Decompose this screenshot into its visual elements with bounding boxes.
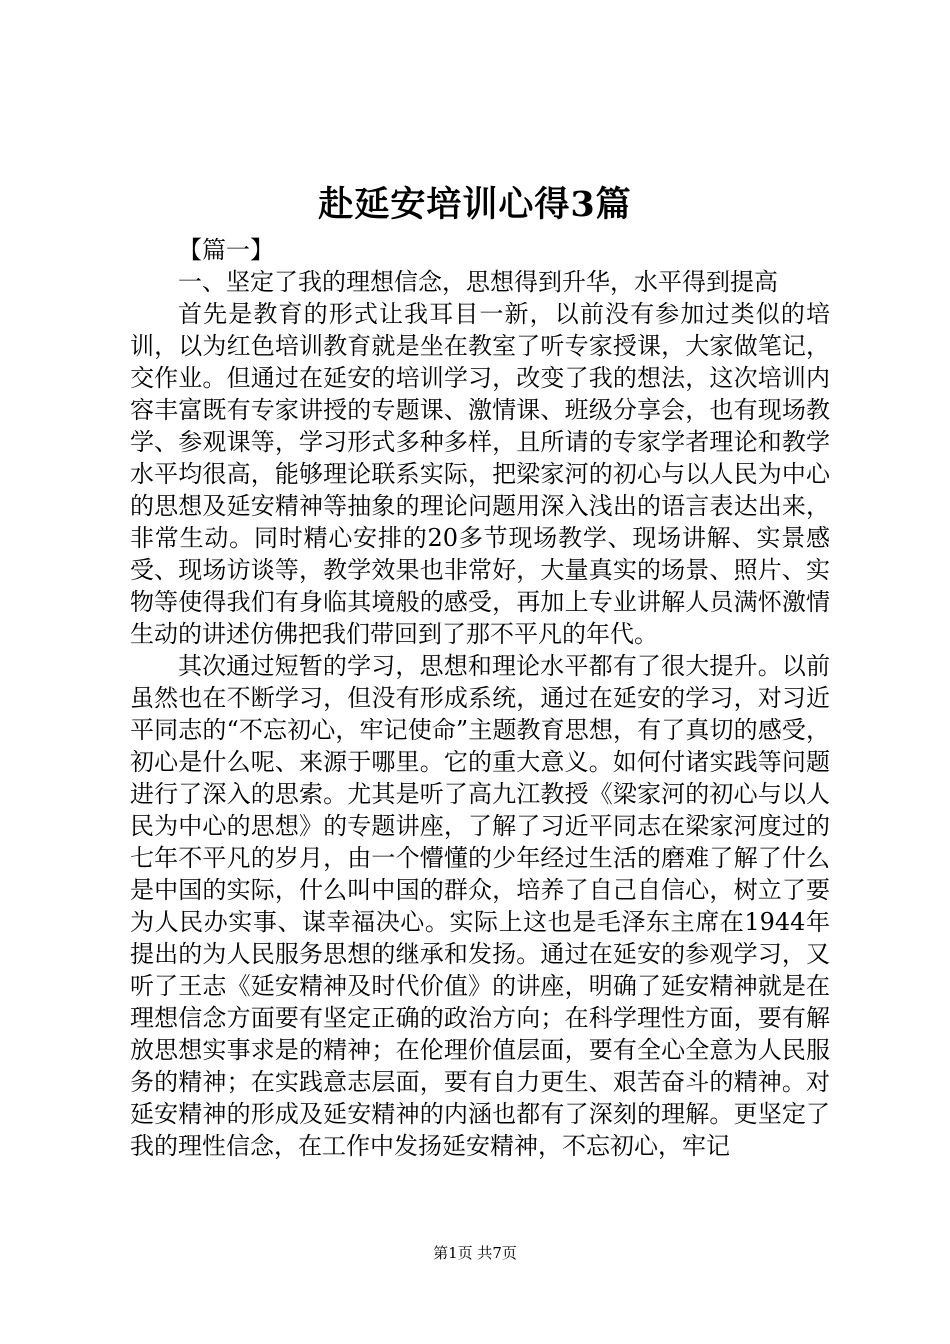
document-body [130, 234, 830, 1162]
page-footer: 第1页 共7页 [433, 1244, 517, 1262]
document-title: 赴延安培训心得3篇 [318, 184, 632, 225]
paragraph: 首先是教育的形式让我耳目一新，以前没有参加过类似的培训，以为红色培训教育就是坐在教室了听专家授课，大家做笔记，交作业。但通过在延安的培训学习，改变了我的想法，这次培训内容丰富既有专家讲授的专题课、激情课、班级分享会，也有现场教学、参观课等，学习形式多种多样，且所请的专家学者理论和教学水平均很高，能够理论联系实际，把梁家河的初心与以人民为中心的思想及延安精神等抽象的理论问题用深入浅出的语言表达出来，非常生动。同时精心安排的20多节现场教学、现场讲解、实景感受、现场访谈等，教学效果也非常好，大量真实的场景、照片、实物等使得我们有身临其境般的感受，再加上专业讲解人员满怀激情生动的讲述仿佛把我们带回到了那不平凡的年代。 [130, 300, 830, 648]
section-heading: 一、坚定了我的理想信念，思想得到升华，水平得到提高 [178, 268, 778, 296]
paragraph: 其次通过短暂的学习，思想和理论水平都有了很大提升。以前虽然也在不断学习，但没有形成系统，通过在延安的学习，对习近平同志的“不忘初心，牢记使命”主题教育思想，有了真切的感受，初心是什么呢、来源于哪里。它的重大意义。如何付诸实践等问题进行了深入的思索。尤其是听了高九江教授《梁家河的初心与以人民为中心的思想》的专题讲座，了解了习近平同志在梁家河度过的七年不平凡的岁月，由一个懵懂的少年经过生活的磨难了解了什么是中国的实际，什么叫中国的群众，培养了自己自信心，树立了要为人民办实事、谋幸福决心。实际上这也是毛泽东主席在1944年提出的为人民服务思想的继承和发扬。通过在延安的参观学习，又听了王志《延安精神及时代价值》的讲座，明确了延安精神就是在理想信念方面要有坚定正确的政治方向；在科学理性方面，要有解放思想实事求是的精神；在伦理价值层面，要有全心全意为人民服务的精神；在实践意志层面，要有自力更生、艰苦奋斗的精神。对延安精神的形成及延安精神的内涵也都有了深刻的理解。更坚定了我的理性信念，在工作中发扬延安精神，不忘初心，牢记 [130, 652, 830, 1160]
section-label: 【篇一】 [178, 236, 274, 264]
